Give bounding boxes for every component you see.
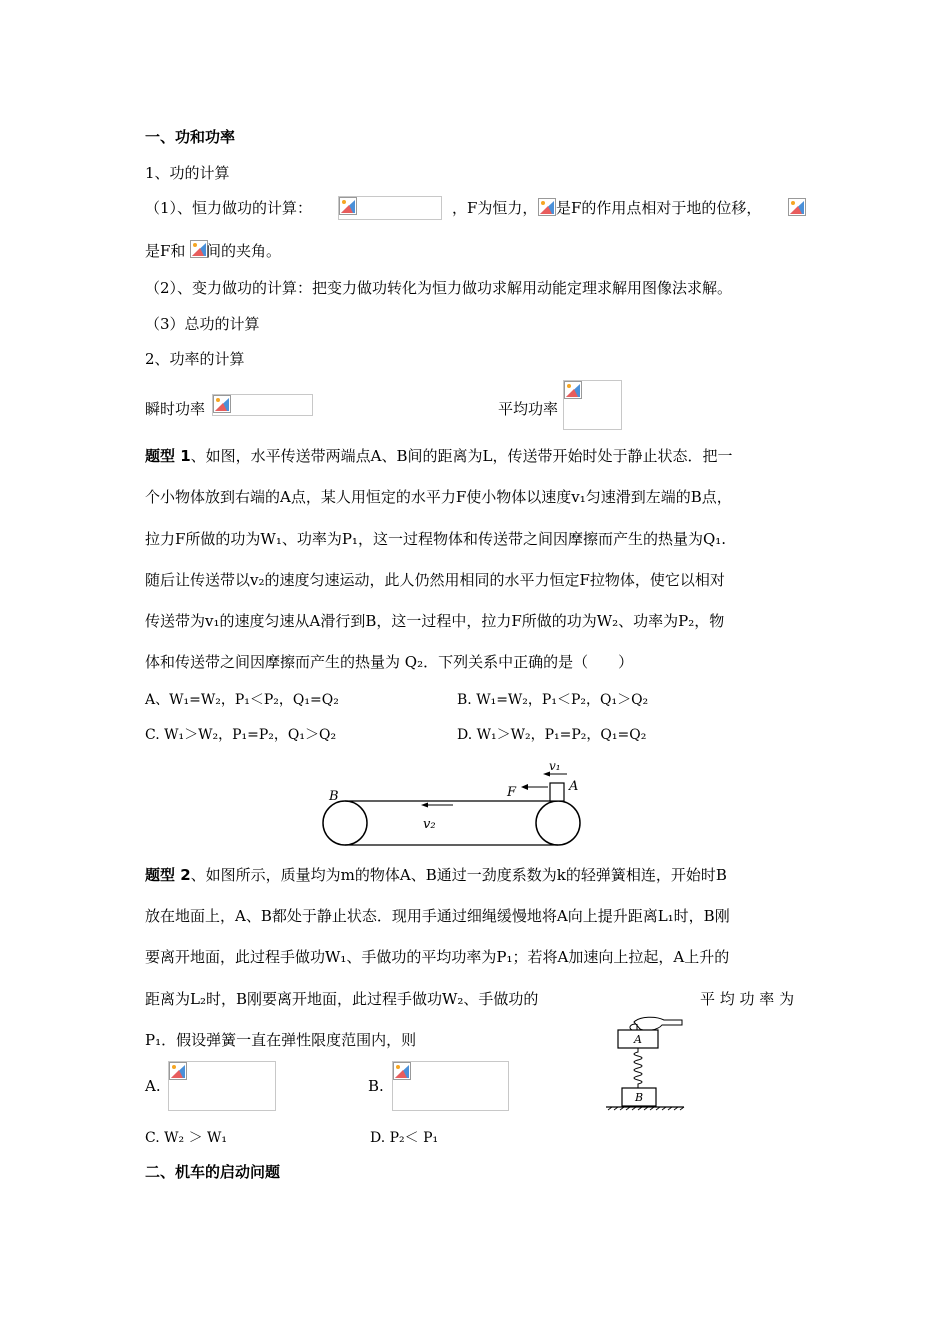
q2-line4b: 平 均 功 率 为 [700, 990, 795, 1008]
q2-option-a-label: A. [145, 1077, 161, 1095]
q1-line1: 题型 1、如图，水平传送带两端点A、B间的距离为L，传送带开始时处于静止状态．把一 [145, 447, 733, 465]
subheading-work-calc: 1、功的计算 [145, 164, 230, 182]
block-a-label: A [634, 1033, 642, 1046]
spring-blocks-figure [600, 1016, 690, 1116]
formula-image-box [338, 196, 442, 220]
q2-line1: 题型 2、如图所示，质量均为m的物体A、B通过一劲度系数为k的轻弹簧相连，开始时B [145, 866, 727, 884]
q1-line2: 个小物体放到右端的A点，某人用恒定的水平力F使小物体以速度v₁匀速滑到左端的B点， [145, 488, 732, 506]
q2-option-b-label: B. [368, 1077, 384, 1095]
q2-line3: 要离开地面，此过程手做功W₁、手做功的平均功率为P₁；若将A加速向上拉起，A上升的 [145, 948, 730, 966]
left-roller [323, 801, 367, 845]
item2-variable-force: （2）、变力做功的计算：把变力做功转化为恒力做功求解用动能定理求解用图像法求解。 [145, 279, 733, 297]
section-heading-locomotive: 二、机车的启动问题 [145, 1163, 281, 1181]
item1-text-c: 是F的作用点相对于地的位移， [556, 199, 762, 217]
right-roller [536, 801, 580, 845]
average-power-label: 平均功率 [498, 400, 559, 418]
q1-option-c: C. W₁＞W₂，P₁=P₂，Q₁＞Q₂ [145, 727, 337, 743]
item1-text-d: 是F和 [145, 242, 186, 260]
image-placeholder-icon [788, 198, 806, 216]
q1-option-b: B. W₁=W₂，P₁＜P₂，Q₁＞Q₂ [457, 692, 649, 708]
q1-line6: 体和传送带之间因摩擦而产生的热量为 Q₂．下列关系中正确的是（ ） [145, 653, 634, 671]
q2-line5: P₁．假设弹簧一直在弹性限度范围内，则 [145, 1031, 417, 1049]
small-block [550, 783, 564, 801]
label-v2: v₂ [423, 817, 436, 832]
subheading-power-calc: 2、功率的计算 [145, 350, 245, 368]
item3-total-work: （3）总功的计算 [145, 315, 260, 333]
q2-line2: 放在地面上，A、B都处于静止状态．现用手通过细绳缓慢地将A向上提升距离L₁时，B刚 [145, 907, 730, 925]
q2-option-c: C. W₂ ＞ W₁ [145, 1130, 228, 1146]
average-power-formula [563, 380, 622, 430]
label-F: F [507, 785, 517, 800]
q1-option-a: A、W₁=W₂，P₁＜P₂，Q₁=Q₂ [145, 692, 339, 708]
image-placeholder-icon [564, 381, 582, 399]
image-placeholder-icon [213, 395, 231, 413]
spring [634, 1048, 642, 1088]
q1-option-d: D. W₁＞W₂，P₁=P₂，Q₁=Q₂ [457, 727, 647, 743]
q1-line4: 随后让传送带以v₂的速度匀速运动，此人仍然用相同的水平力恒定F拉物体，使它以相对 [145, 571, 725, 589]
q2-line4a: 距离为L₂时，B刚要离开地面，此过程手做功W₂、手做功的 [145, 990, 539, 1008]
q2-label: 题型 2 [145, 866, 191, 884]
q1-line3: 拉力F所做的功为W₁、功率为P₁，这一过程物体和传送带之间因摩擦而产生的热量为Q₁. [145, 530, 727, 548]
v2-arrow [421, 803, 428, 808]
section-heading-work-power: 一、功和功率 [145, 128, 236, 146]
item1-text-a: （1）、恒力做功的计算： [145, 199, 313, 217]
label-v1: v₁ [549, 759, 561, 773]
instant-power-formula [212, 394, 313, 416]
force-arrow [521, 784, 528, 790]
q1-label: 题型 1 [145, 447, 191, 465]
label-A: A [569, 779, 579, 794]
image-placeholder-icon [538, 198, 556, 216]
label-B: B [329, 789, 339, 804]
image-placeholder-icon [169, 1062, 187, 1080]
q2-option-a-formula [168, 1061, 276, 1111]
q2-option-b-formula [392, 1061, 509, 1111]
q2-option-d: D. P₂＜ P₁ [370, 1130, 439, 1146]
q1-line5: 传送带为v₁的速度匀速从A滑行到B，这一过程中，拉力F所做的功为W₂、功率为P₂，物 [145, 612, 725, 630]
instant-power-label: 瞬时功率 [145, 400, 206, 418]
hand-icon [634, 1017, 682, 1030]
image-placeholder-icon [339, 197, 357, 215]
block-b-label: B [635, 1091, 644, 1104]
conveyor-belt-figure [315, 756, 595, 852]
image-placeholder-icon [393, 1062, 411, 1080]
item1-text-e: 间的夹角。 [206, 242, 282, 260]
item1-text-b: ，F为恒力， [452, 199, 538, 217]
